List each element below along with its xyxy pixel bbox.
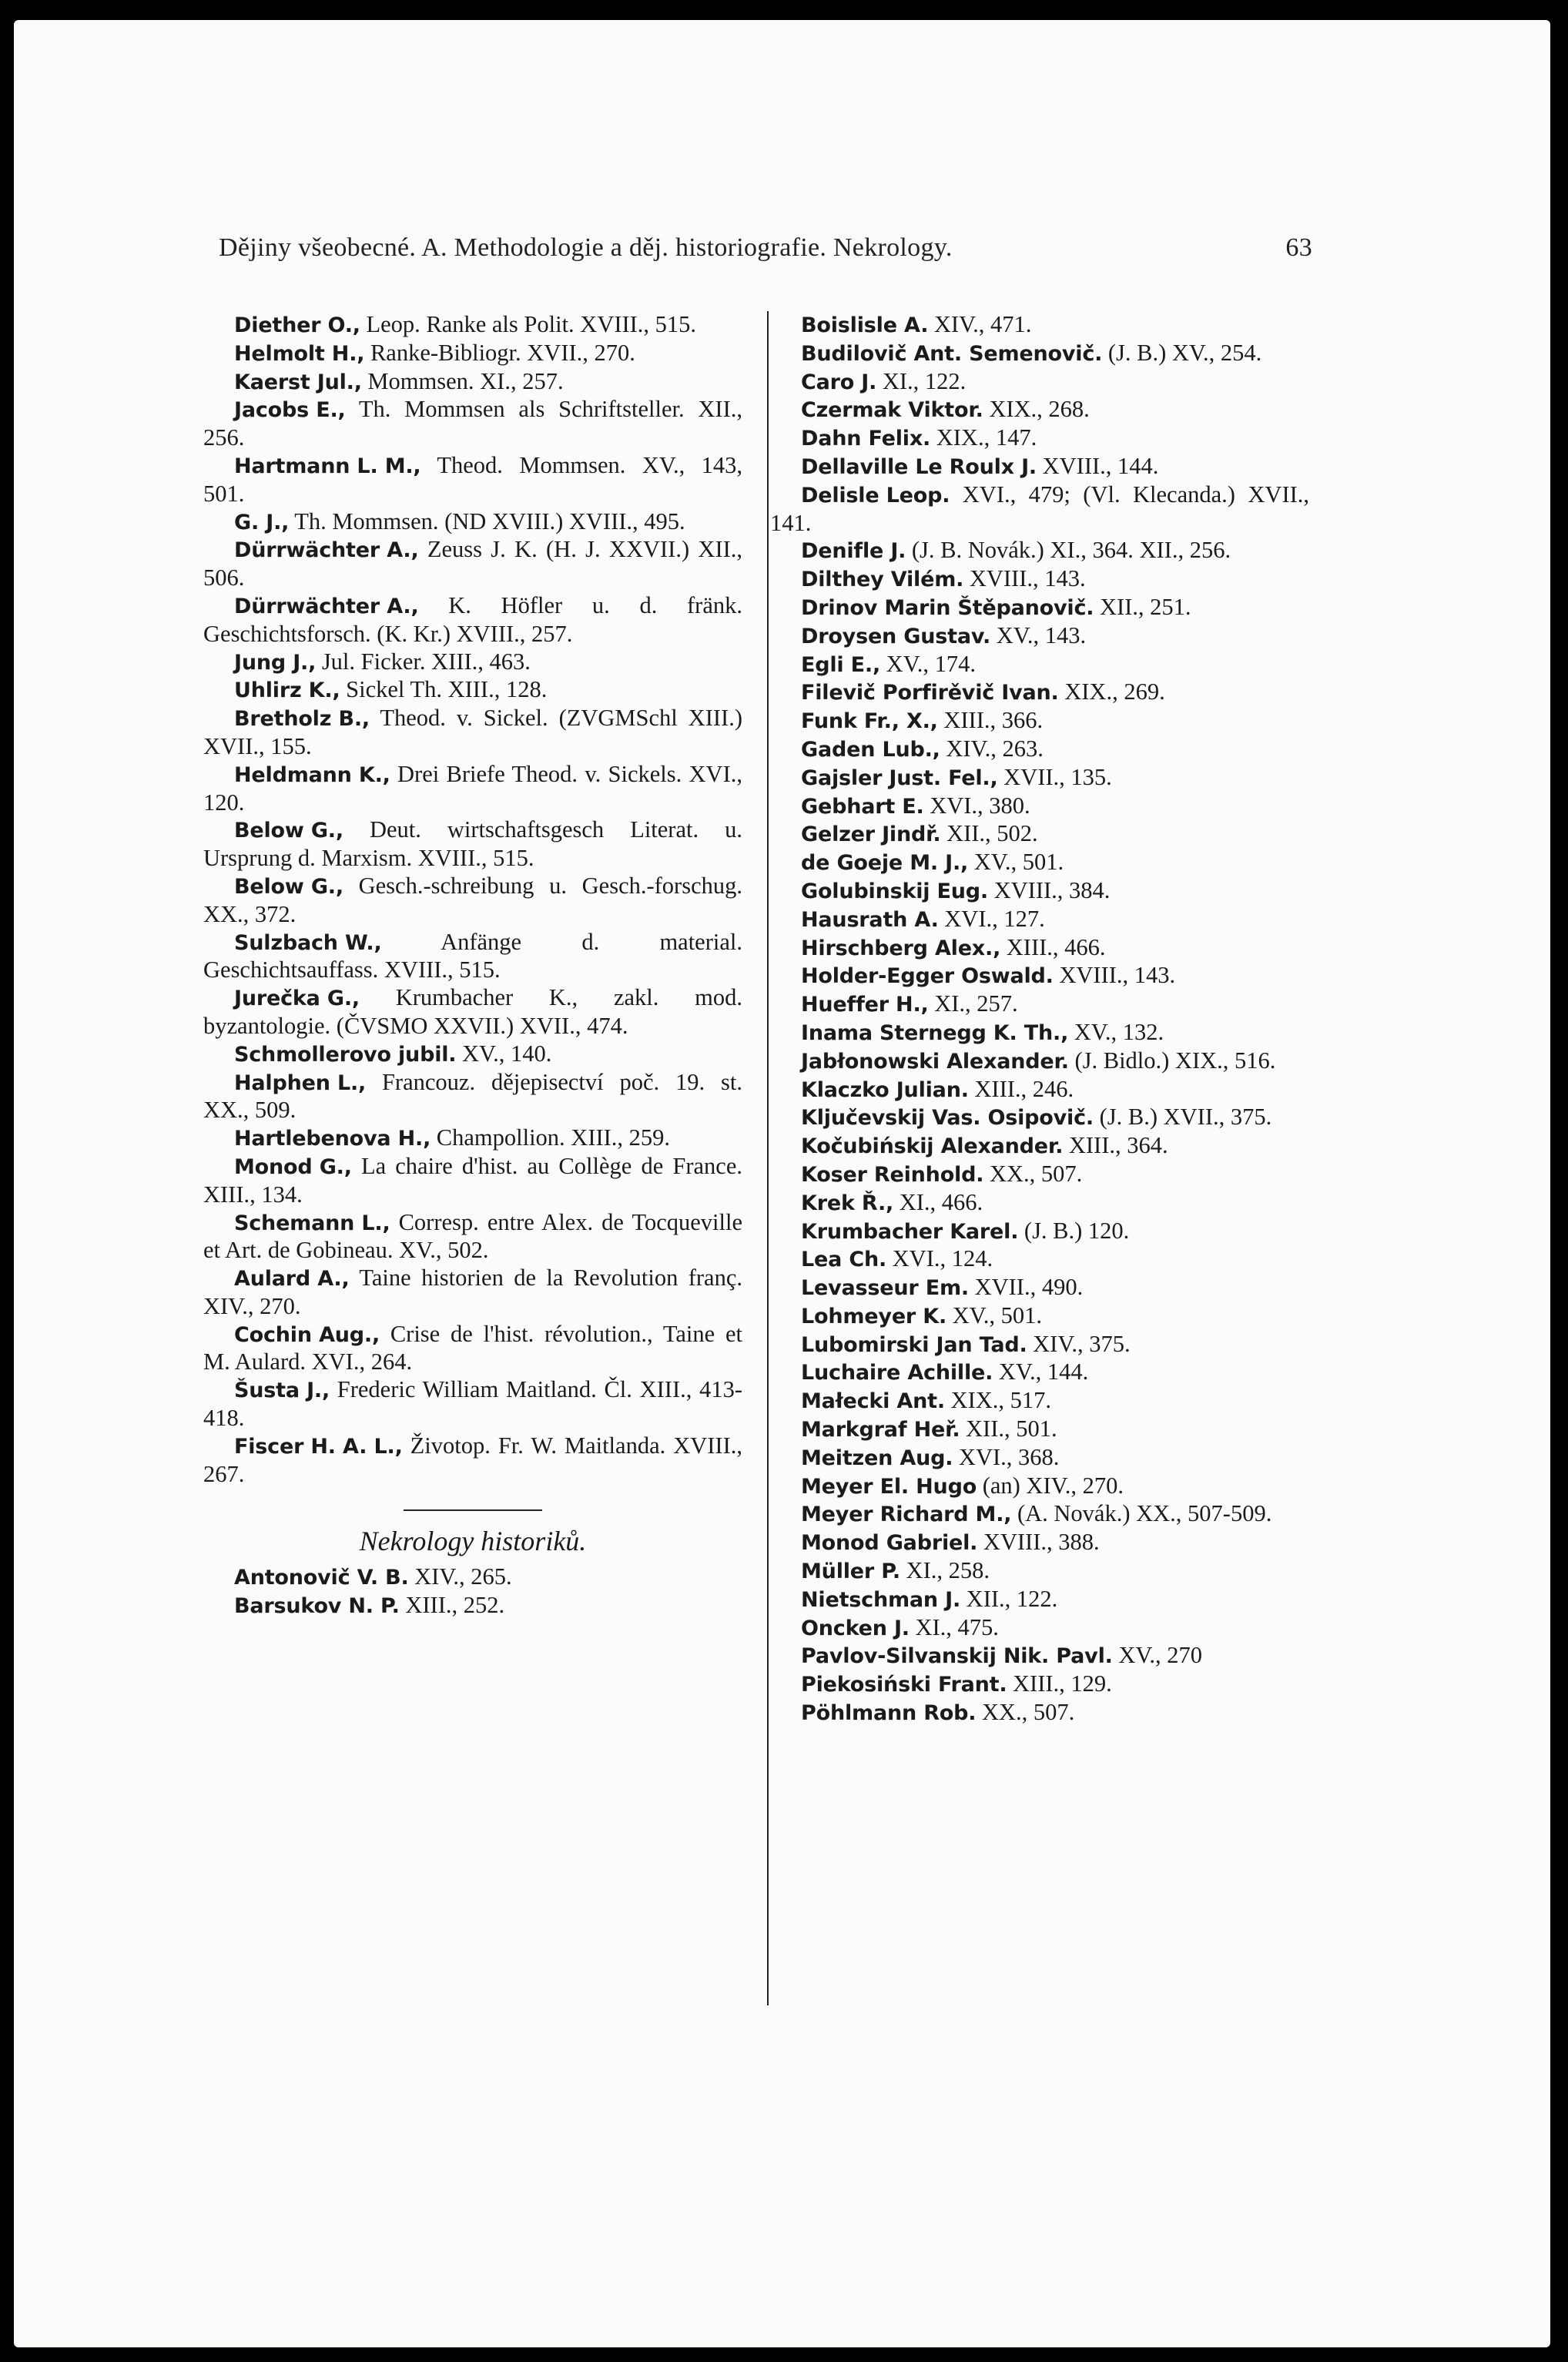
bibliography-entry [770, 1387, 1309, 1416]
entry-author: Bretholz B., [234, 707, 370, 732]
entry-text: XX., 507. [989, 1160, 1083, 1187]
bibliography-entry [770, 1642, 1309, 1670]
entry-text: Anfänge d. material. Geschichtsauffass. XVIII., 515. [203, 928, 742, 983]
entry-author: Below G., [234, 874, 343, 899]
bibliography-entry [770, 651, 1309, 679]
entry-author: Małecki Ant. [801, 1389, 945, 1414]
entry-text: XIV., 263. [946, 735, 1044, 762]
bibliography-entry [770, 453, 1309, 481]
bibliography-entry [770, 1444, 1309, 1472]
bibliography-entry [770, 1586, 1309, 1614]
entry-text: XVIII., 143. [1059, 962, 1176, 989]
entry-author: Delisle Leop. [801, 483, 950, 508]
entry-author: Halphen L., [234, 1070, 367, 1095]
bibliography-entry [203, 1040, 742, 1069]
bibliography-entry [203, 340, 742, 368]
bibliography-entry [203, 648, 742, 677]
bibliography-entry [203, 984, 742, 1040]
entry-text: XVIII., 143. [969, 565, 1086, 592]
bibliography-entry [203, 452, 742, 508]
entry-text: XII., 501. [966, 1416, 1057, 1442]
entry-text: XIII., 366. [943, 707, 1044, 734]
entry-text: XV., 174. [886, 650, 977, 677]
page-number: 63 [1285, 233, 1312, 262]
entry-text: (A. Novák.) XX., 507-509. [1017, 1500, 1272, 1527]
entry-text: Mommsen. XI., 257. [367, 367, 564, 394]
bibliography-entry [770, 1161, 1309, 1189]
entry-text: XV., 132. [1074, 1018, 1164, 1045]
bibliography-entry [770, 1416, 1309, 1444]
entry-text: Francouz. dějepisectví poč. 19. st. XX., 509. [203, 1068, 743, 1124]
bibliography-entry [770, 1331, 1309, 1359]
entry-text: XIV., 265. [414, 1563, 512, 1590]
entry-author: Müller P. [801, 1560, 900, 1584]
bibliography-entry [203, 1265, 742, 1321]
entry-author: Jacobs E., [234, 398, 346, 423]
bibliography-entry [770, 1614, 1309, 1643]
entry-author: Egli E., [801, 652, 881, 677]
entry-text: Theod. v. Sickel. (ZVGMSchl XIII.) XVII., 155. [203, 705, 742, 759]
entry-author: Helmolt H., [234, 341, 365, 366]
entry-author: Kaerst Jul., [234, 370, 362, 394]
entry-text: XI., 258. [906, 1557, 990, 1584]
entry-author: Hausrath A. [801, 907, 939, 932]
entry-author: Funk Fr., X., [801, 709, 938, 734]
bibliography-entry [203, 1321, 742, 1377]
entry-text: Champollion. XIII., 259. [436, 1124, 671, 1151]
bibliography-entry [770, 764, 1309, 792]
bibliography-entry [203, 1124, 742, 1153]
entry-text: XI., 475. [915, 1613, 999, 1640]
entry-author: Hueffer H., [801, 993, 929, 1017]
entry-author: Hirschberg Alex., [801, 936, 1001, 960]
bibliography-entry [203, 873, 742, 929]
entry-author: Barsukov N. P. [234, 1594, 400, 1619]
entry-author: Jabłonowski Alexander. [801, 1049, 1069, 1074]
bibliography-entry [203, 592, 742, 648]
bibliography-entry [203, 536, 742, 592]
bibliography-entry [203, 676, 742, 705]
entry-text: Leop. Ranke als Polit. XVIII., 515. [366, 311, 697, 337]
entry-text: Sickel Th. XIII., 128. [346, 676, 548, 703]
entry-author: Lohmeyer K. [801, 1304, 947, 1328]
bibliography-entry [770, 1189, 1309, 1218]
section-rule [404, 1509, 542, 1511]
bibliography-entry [203, 1592, 742, 1620]
entry-text: (J. B. Novák.) XI., 364. XII., 256. [911, 537, 1231, 564]
entry-text: Th. Mommsen. (ND XVIII.) XVIII., 495. [294, 508, 685, 534]
entry-author: Dahn Felix. [801, 427, 931, 451]
entry-author: Gaden Lub., [801, 737, 940, 762]
entry-author: Heldmann K., [234, 762, 390, 787]
entry-text: XIX., 147. [936, 424, 1037, 451]
entry-text: XI., 466. [899, 1188, 983, 1215]
entry-text: Gesch.-schreibung u. Gesch.-forschug. XX., 372. [203, 872, 742, 927]
entry-author: Dilthey Vilém. [801, 568, 964, 592]
entry-text: XV., 501. [973, 849, 1064, 876]
entry-text: XV., 501. [952, 1302, 1043, 1328]
entry-author: Jung J., [234, 650, 317, 675]
entry-author: Golubinskij Eug. [801, 879, 988, 903]
bibliography-entry [203, 816, 742, 873]
bibliography-entry [770, 707, 1309, 735]
entry-text: Frederic William Maitland. Čl. XIII., 413-418. [203, 1376, 743, 1432]
bibliography-entry [770, 849, 1309, 877]
entry-text: Drei Briefe Theod. v. Sickels. XVI., 120. [203, 760, 742, 816]
entry-author: Fiscer H. A. L., [234, 1434, 403, 1459]
bibliography-entry [203, 368, 742, 397]
entry-author: Schmollerovo jubil. [234, 1042, 457, 1067]
entry-text: XVI., 127. [944, 905, 1045, 932]
entry-text: XI., 122. [882, 367, 967, 394]
entry-text: Th. Mommsen als Schriftsteller. XII., 256. [203, 396, 742, 451]
entry-author: Holder-Egger Oswald. [801, 964, 1054, 989]
bibliography-entry [770, 1274, 1309, 1302]
entry-author: Monod G., [234, 1154, 352, 1179]
bibliography-entry [203, 1209, 742, 1265]
bibliography-entry [770, 1047, 1309, 1076]
entry-author: Schemann L., [234, 1211, 390, 1235]
entry-author: Levasseur Em. [801, 1276, 969, 1301]
entry-text: Corresp. entre Alex. de Tocqueville et Art. de Gobineau. XV., 502. [203, 1208, 742, 1264]
entry-text: XV., 143. [996, 621, 1087, 648]
bibliography-entry [770, 1245, 1309, 1274]
entry-text: XVI., 368. [958, 1443, 1060, 1470]
entry-text: XVI., 479; (Vl. Klecanda.) XVII., 141. [770, 481, 1310, 536]
entry-author: Koser Reinhold. [801, 1162, 984, 1187]
bibliography-entry [203, 1153, 742, 1209]
entry-author: Diether O., [234, 313, 360, 337]
bibliography-entry [203, 311, 742, 340]
bibliography-entry [770, 311, 1309, 340]
entry-text: XIX., 269. [1064, 678, 1165, 705]
entry-author: Budilovič Ant. Semenovič. [801, 341, 1103, 366]
entry-text: XII., 502. [946, 820, 1038, 847]
entry-author: Czermak Viktor. [801, 398, 983, 423]
entry-author: Caro J. [801, 370, 877, 394]
entry-text: Krumbacher K., zakl. mod. byzantologie. (ČVSMO XXVII.) XVII., 474. [203, 984, 742, 1039]
entry-author: Meyer Richard M., [801, 1503, 1012, 1527]
entry-author: Oncken J. [801, 1616, 910, 1640]
entry-text: XIII., 246. [974, 1075, 1074, 1102]
entry-text: Ranke-Bibliogr. XVII., 270. [370, 339, 635, 366]
entry-text: Theod. Mommsen. XV., 143, 501. [203, 451, 743, 507]
bibliography-entry [770, 1529, 1309, 1557]
entry-author: Gelzer Jindř. [801, 823, 941, 847]
bibliography-entry [203, 929, 742, 985]
bibliography-entry [770, 368, 1309, 397]
entry-author: Filevič Porfirěvič Ivan. [801, 681, 1059, 705]
entry-author: de Goeje M. J., [801, 851, 969, 876]
bibliography-entry [770, 340, 1309, 368]
entry-text: XIX., 517. [950, 1387, 1052, 1414]
column-divider [767, 311, 769, 2005]
entry-text: XIII., 466. [1006, 933, 1106, 960]
entry-author: Below G., [234, 819, 343, 843]
entry-author: Luchaire Achille. [801, 1361, 993, 1385]
entry-text: XIII., 129. [1013, 1670, 1112, 1697]
bibliography-entry [203, 761, 742, 817]
header-title: Dějiny všeobecné. A. Methodologie a děj. historiografie. Nekrology. [219, 233, 953, 262]
bibliography-entry [203, 1376, 742, 1432]
bibliography-entry [770, 424, 1309, 453]
entry-author: Drinov Marin Štěpanovič. [801, 595, 1094, 620]
entry-author: Gajsler Just. Fel., [801, 766, 998, 790]
entry-author: Sulzbach W., [234, 930, 382, 955]
entry-author: Krumbacher Karel. [801, 1219, 1019, 1244]
entry-author: Krek Ř., [801, 1191, 894, 1215]
entry-text: XX., 507. [981, 1699, 1075, 1726]
entry-author: Uhlirz K., [234, 678, 340, 703]
entry-author: Dürrwächter A., [234, 594, 419, 618]
entry-author: Aulard A., [234, 1267, 350, 1292]
entry-text: XV., 144. [998, 1359, 1089, 1385]
entry-author: Dürrwächter A., [234, 538, 419, 563]
entry-text: XIII., 252. [405, 1592, 505, 1619]
entry-text: XIV., 471. [933, 311, 1032, 337]
entry-text: XIII., 364. [1068, 1132, 1168, 1159]
entry-author: Dellaville Le Roulx J. [801, 454, 1037, 479]
entry-author: Pöhlmann Rob. [801, 1701, 977, 1726]
left-column [203, 311, 742, 1620]
entry-text: Zeuss J. K. (H. J. XXVII.) XII., 506. [203, 536, 743, 591]
bibliography-entry [770, 594, 1309, 622]
bibliography-entry [203, 705, 742, 761]
bibliography-entry [770, 820, 1309, 849]
entry-author: Šusta J., [234, 1379, 330, 1403]
entry-text: XV., 140. [462, 1040, 552, 1067]
entry-text: XIV., 375. [1033, 1330, 1131, 1357]
entry-author: Meyer El. Hugo [801, 1474, 977, 1499]
entry-author: Klaczko Julian. [801, 1077, 969, 1102]
bibliography-entry [770, 1500, 1309, 1529]
bibliography-entry [770, 1557, 1309, 1586]
bibliography-entry [203, 508, 742, 537]
entry-text: (J. B.) XV., 254. [1107, 339, 1262, 366]
bibliography-entry [203, 1563, 742, 1592]
right-column [770, 311, 1309, 1727]
bibliography-entry [770, 537, 1309, 565]
entry-text: XVII., 490. [974, 1274, 1084, 1301]
entry-author: Markgraf Heř. [801, 1418, 960, 1442]
bibliography-entry [203, 396, 742, 452]
bibliography-entry [770, 1472, 1309, 1501]
entry-author: Denifle J. [801, 539, 906, 564]
bibliography-entry [203, 1069, 742, 1125]
entry-text: (J. B.) XVII., 375. [1099, 1104, 1272, 1131]
bibliography-entry [770, 735, 1309, 764]
entry-text: Jul. Ficker. XIII., 463. [321, 648, 531, 675]
entry-text: (J. Bidlo.) XIX., 516. [1074, 1047, 1276, 1074]
entry-author: Inama Sternegg K. Th., [801, 1020, 1069, 1045]
bibliography-entry [770, 906, 1309, 934]
entry-text: XVIII., 384. [993, 876, 1111, 903]
entry-text: K. Höfler u. d. fränk. Geschichtsforsch. (K. Kr.) XVIII., 257. [203, 591, 742, 647]
entry-author: Monod Gabriel. [801, 1531, 978, 1556]
entry-author: Gebhart E. [801, 794, 924, 819]
entry-author: Jurečka G., [234, 987, 360, 1011]
entry-author: G. J., [234, 510, 290, 534]
entry-author: Antonovič V. B. [234, 1566, 409, 1590]
bibliography-entry [770, 1076, 1309, 1104]
entry-text: (J. B.) 120. [1024, 1217, 1130, 1244]
bibliography-entry [203, 1432, 742, 1489]
running-header [219, 233, 1312, 263]
bibliography-entry [770, 1359, 1309, 1387]
bibliography-entry [770, 396, 1309, 424]
entry-text: Taine historien de la Revolution franç. XIV., 270. [203, 1265, 742, 1319]
bibliography-entry [770, 1670, 1309, 1699]
entry-text: Deut. wirtschaftsgesch Literat. u. Ursprung d. Marxism. XVIII., 515. [203, 816, 742, 872]
entry-author: Hartmann L. M., [234, 454, 421, 478]
bibliography-entry [770, 1132, 1309, 1161]
bibliography-entry [770, 962, 1309, 990]
entry-author: Cochin Aug., [234, 1322, 380, 1347]
bibliography-entry [770, 678, 1309, 707]
bibliography-entry [770, 1302, 1309, 1331]
entry-text: (an) XIV., 270. [982, 1472, 1124, 1499]
entry-author: Nietschman J. [801, 1587, 961, 1612]
entry-author: Ključevskij Vas. Osipovič. [801, 1106, 1094, 1131]
bibliography-entry [770, 1699, 1309, 1727]
bibliography-entry [770, 1019, 1309, 1047]
entry-text: XVIII., 144. [1042, 452, 1159, 479]
bibliography-entry [770, 1218, 1309, 1246]
entry-text: XII., 122. [966, 1585, 1058, 1612]
entry-text: XI., 257. [934, 990, 1018, 1017]
bibliography-entry [770, 565, 1309, 594]
entry-text: Životop. Fr. W. Maitlanda. XVIII., 267. [203, 1432, 742, 1487]
entry-author: Lea Ch. [801, 1248, 887, 1272]
entry-text: XVIII., 388. [983, 1529, 1100, 1556]
entry-text: XVII., 135. [1003, 763, 1112, 790]
entry-text: XVI., 124. [892, 1245, 993, 1272]
entry-author: Meitzen Aug. [801, 1446, 953, 1470]
entry-text: XVI., 380. [930, 792, 1030, 819]
entry-author: Piekosiński Frant. [801, 1673, 1007, 1697]
entry-text: XII., 251. [1099, 593, 1191, 620]
bibliography-entry [770, 481, 1309, 538]
bibliography-entry [770, 622, 1309, 651]
entry-text: La chaire d'hist. au Collège de France. XIII., 134. [203, 1152, 742, 1208]
bibliography-entry [770, 792, 1309, 821]
bibliography-entry [770, 990, 1309, 1019]
entry-text: XV., 270 [1118, 1642, 1203, 1669]
bibliography-entry [770, 877, 1309, 906]
section-title: Nekrology historiků. [359, 1526, 587, 1557]
entry-author: Boislisle A. [801, 313, 929, 337]
bibliography-entry [770, 1104, 1309, 1132]
entry-text: XIX., 268. [989, 396, 1090, 423]
entry-text: Crise de l'hist. révolution., Taine et M. Aulard. XVI., 264. [203, 1320, 742, 1375]
entry-author: Kočubińskij Alexander. [801, 1134, 1064, 1159]
entry-author: Droysen Gustav. [801, 624, 991, 648]
entry-author: Lubomirski Jan Tad. [801, 1332, 1027, 1357]
entry-author: Pavlov-Silvanskij Nik. Pavl. [801, 1644, 1113, 1669]
entry-author: Hartlebenova H., [234, 1127, 431, 1151]
bibliography-entry [770, 934, 1309, 963]
